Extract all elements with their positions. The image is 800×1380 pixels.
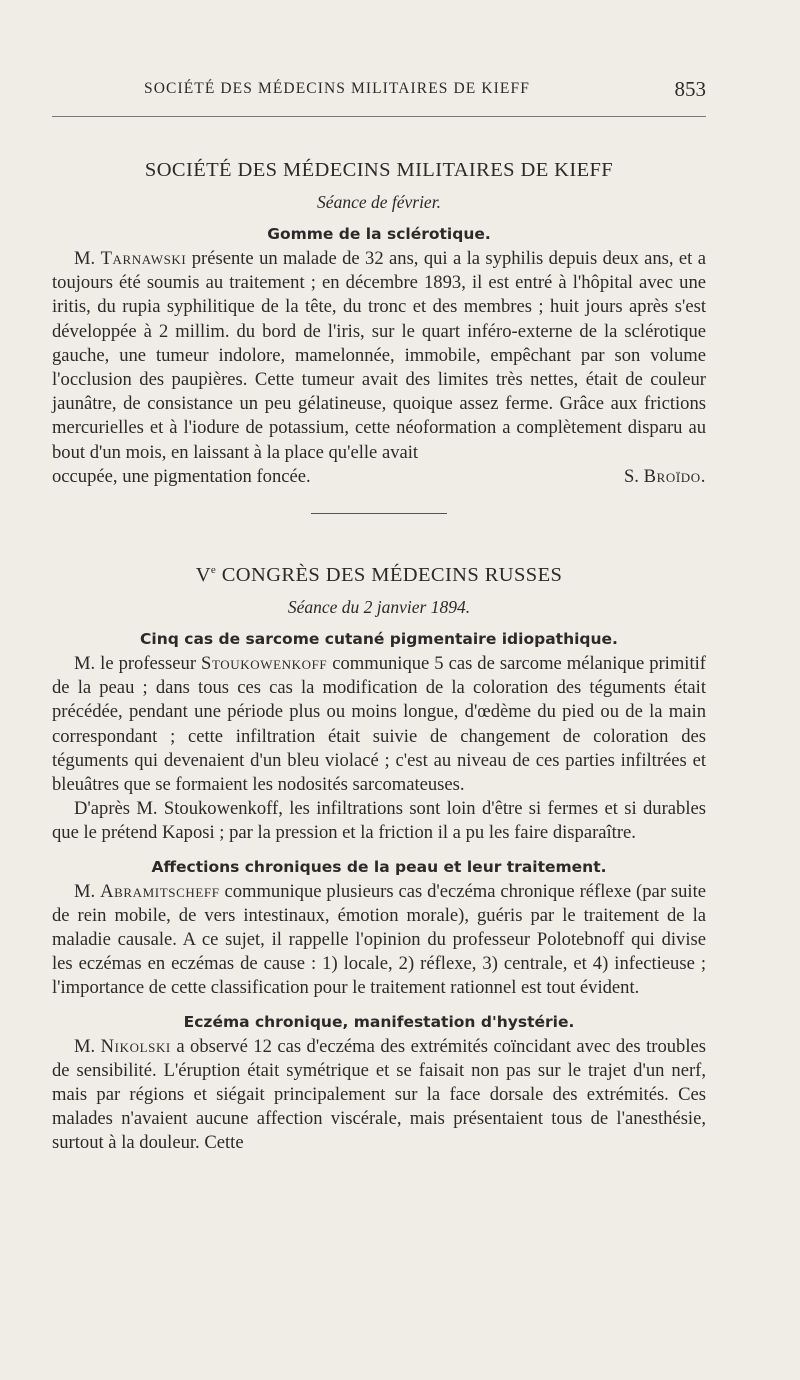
paragraph-prefix: M. (74, 880, 101, 902)
ordinal-superscript: e (210, 564, 217, 577)
article-paragraph (52, 652, 706, 797)
ordinal-number: V (195, 564, 211, 587)
page-number: 853 (674, 77, 706, 101)
author-name: Stoukowenkoff (201, 653, 328, 675)
running-header (52, 77, 706, 106)
article-heading: Eczéma chronique, manifestation d'hystérie. (183, 1012, 575, 1031)
author-name: Abramitscheff (100, 880, 220, 902)
signature-initial: S. (623, 465, 644, 487)
section-title: SOCIÉTÉ DES MÉDECINS MILITAIRES DE KIEFF (144, 159, 614, 181)
signature-name: Broïdo. (643, 465, 706, 487)
article-heading: Cinq cas de sarcome cutané pigmentaire idiopathique. (140, 630, 618, 649)
paragraph-prefix: M. (74, 1035, 101, 1057)
section-title (52, 564, 706, 587)
running-title: SOCIÉTÉ DES MÉDECINS MILITAIRES DE KIEFF (144, 80, 530, 97)
article-paragraph: D'après M. Stoukowenkoff, les infiltrations sont loin d'être si fermes et si durables que le prétend Kaposi ; par la pression et la friction il a pu les faire disparaître. (52, 798, 706, 844)
paragraph-prefix: M. le professeur (74, 653, 201, 675)
section-divider (311, 513, 447, 514)
section-title-text: CONGRÈS DES MÉDECINS RUSSES (216, 564, 563, 587)
session-date: Séance de février. (317, 192, 441, 212)
signature (624, 465, 706, 489)
paragraph-text: communique 5 cas de sarcome mélanique primitif de la peau ; dans tous ces cas la modification de la coloration des téguments était précédée, pendant une période plus ou moins longue, d'œdème du pied ou de la main correspondant ; cette infiltration était suivie de changement de coloration des téguments qui devenaient d'un bleu violacé ; c'est au niveau de ces parties infiltrées et bleuâtres que se formaient les nodosités sarcomateuses. (52, 653, 706, 796)
paragraph-text: a observé 12 cas d'eczéma des extrémités coïncidant avec des troubles de sensibilité. L'éruption était symétrique et se faisait non pas sur le trajet d'un nerf, mais par régions et siégait principalement sur la face dorsale des extrémités. Ces malades n'avaient aucune affection viscérale, mais présentaient tous de l'anesthésie, surtout à la douleur. Cette (52, 1035, 706, 1154)
author-name: Nikolski (100, 1035, 171, 1057)
paragraph-text: communique plusieurs cas d'eczéma chronique réflexe (par suite de rein mobile, de vers intestinaux, émotion morale), guéris par le traitement de la maladie causale. A ce sujet, il rappelle l'opinion du professeur Polotebnoff qui divise les eczémas en eczémas de cause : 1) locale, 2) réflexe, 3) centrale, et 4) infectieuse ; l'importance de cette classification pour le traitement rationnel est tout évident. (52, 880, 706, 999)
article-paragraph (52, 880, 706, 1001)
paragraph-last-line: occupée, une pigmentation foncée. (52, 465, 311, 487)
paragraph-prefix: M. (74, 248, 101, 269)
paragraph-closing-line (52, 465, 706, 489)
article-paragraph (52, 247, 706, 465)
article-heading: Affections chroniques de la peau et leur traitement. (151, 857, 607, 876)
article-heading: Gomme de la sclérotique. (267, 225, 491, 243)
session-date: Séance du 2 janvier 1894. (287, 597, 471, 618)
header-rule (52, 116, 706, 117)
author-name: Tarnawski (100, 248, 187, 269)
article-paragraph (52, 1035, 706, 1156)
paragraph-text: présente un malade de 32 ans, qui a la syphilis depuis deux ans, et a toujours été soumis au traitement ; en décembre 1893, il est entré à l'hôpital avec une iritis, du rupia syphilitique de la tête, du tronc et des membres ; huit jours après s'est développée à 2 millim. du bord de l'iris, sur le quart inféro-externe de la sclérotique gauche, une tumeur indolore, mamelonnée, immobile, empêchant par son volume l'occlusion des paupières. Cette tumeur avait des limites très nettes, était de couleur jaunâtre, de consistance un peu gélatineuse, quoique assez ferme. Grâce aux frictions mercurielles et à l'iodure de potassium, cette néoformation a complètement disparu au bout d'un mois, en laissant à la place qu'elle avait (52, 248, 706, 463)
